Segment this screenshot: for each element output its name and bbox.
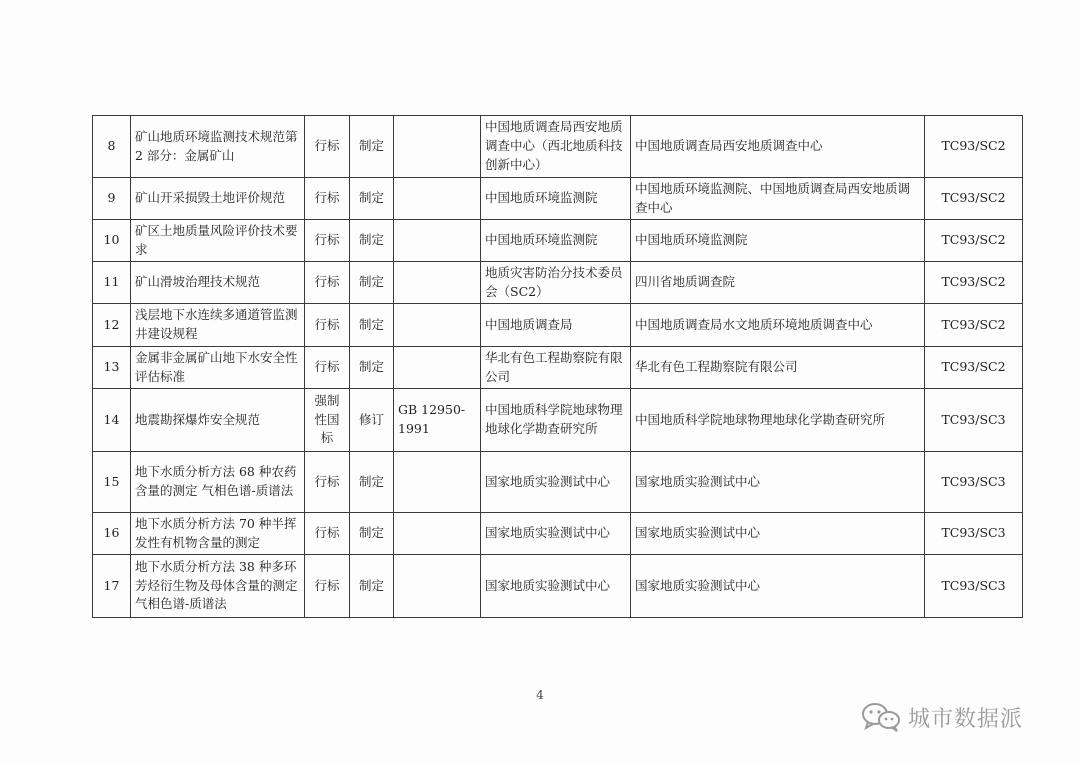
cell-standard-type: 行标	[305, 220, 350, 262]
cell-organization: 国家地质实验测试中心	[481, 513, 631, 555]
cell-number: 14	[93, 389, 131, 452]
cell-drafting-unit: 国家地质实验测试中心	[631, 513, 925, 555]
cell-organization: 中国地质科学院地球物理地球化学勘查研究所	[481, 389, 631, 452]
cell-drafting-unit: 国家地质实验测试中心	[631, 555, 925, 618]
cell-committee: TC93/SC2	[925, 220, 1023, 262]
cell-standard-name: 金属非金属矿山地下水安全性评估标准	[131, 347, 305, 389]
cell-standard-name: 地下水质分析方法 68 种农药含量的测定 气相色谱-质谱法	[131, 452, 305, 513]
cell-committee: TC93/SC3	[925, 389, 1023, 452]
cell-drafting-unit: 中国地质环境监测院	[631, 220, 925, 262]
cell-organization: 中国地质环境监测院	[481, 178, 631, 220]
cell-number: 13	[93, 347, 131, 389]
cell-action: 制定	[350, 513, 394, 555]
cell-standard-type: 行标	[305, 452, 350, 513]
cell-original-standard	[394, 304, 481, 347]
cell-original-standard	[394, 347, 481, 389]
cell-committee: TC93/SC2	[925, 178, 1023, 220]
cell-organization: 国家地质实验测试中心	[481, 555, 631, 618]
cell-committee: TC93/SC3	[925, 555, 1023, 618]
cell-action: 制定	[350, 555, 394, 618]
cell-original-standard	[394, 116, 481, 178]
table-row	[93, 555, 1023, 618]
cell-committee: TC93/SC2	[925, 262, 1023, 304]
watermark	[860, 701, 1060, 733]
cell-standard-name: 矿山开采损毁土地评价规范	[131, 178, 305, 220]
cell-standard-name: 浅层地下水连续多通道管监测井建设规程	[131, 304, 305, 347]
wechat-icon	[860, 701, 902, 733]
cell-standard-type: 行标	[305, 116, 350, 178]
cell-organization: 地质灾害防治分技术委员会（SC2）	[481, 262, 631, 304]
cell-standard-name: 地下水质分析方法 38 种多环芳烃衍生物及母体含量的测定 气相色谱-质谱法	[131, 555, 305, 618]
cell-organization: 国家地质实验测试中心	[481, 452, 631, 513]
table-row	[93, 389, 1023, 452]
cell-action: 制定	[350, 220, 394, 262]
cell-original-standard	[394, 262, 481, 304]
table-row	[93, 116, 1023, 178]
cell-standard-name: 矿山地质环境监测技术规范第 2 部分：金属矿山	[131, 116, 305, 178]
cell-original-standard	[394, 452, 481, 513]
cell-action: 制定	[350, 262, 394, 304]
cell-action: 制定	[350, 452, 394, 513]
cell-organization: 华北有色工程勘察院有限公司	[481, 347, 631, 389]
cell-original-standard	[394, 220, 481, 262]
cell-committee: TC93/SC2	[925, 116, 1023, 178]
cell-original-standard	[394, 555, 481, 618]
cell-action: 制定	[350, 116, 394, 178]
cell-organization: 中国地质调查局西安地质调查中心（西北地质科技创新中心）	[481, 116, 631, 178]
table-row	[93, 178, 1023, 220]
cell-drafting-unit: 国家地质实验测试中心	[631, 452, 925, 513]
cell-number: 11	[93, 262, 131, 304]
cell-number: 16	[93, 513, 131, 555]
cell-standard-name: 矿山滑坡治理技术规范	[131, 262, 305, 304]
cell-original-standard: GB 12950-1991	[394, 389, 481, 452]
cell-committee: TC93/SC3	[925, 513, 1023, 555]
cell-action: 制定	[350, 304, 394, 347]
cell-standard-type: 行标	[305, 262, 350, 304]
cell-committee: TC93/SC3	[925, 452, 1023, 513]
cell-number: 17	[93, 555, 131, 618]
cell-standard-name: 矿区土地质量风险评价技术要求	[131, 220, 305, 262]
table-row	[93, 262, 1023, 304]
cell-standard-type: 行标	[305, 347, 350, 389]
cell-action: 制定	[350, 347, 394, 389]
cell-drafting-unit: 中国地质调查局水文地质环境地质调查中心	[631, 304, 925, 347]
table-row	[93, 304, 1023, 347]
cell-drafting-unit: 华北有色工程勘察院有限公司	[631, 347, 925, 389]
cell-standard-name: 地下水质分析方法 70 种半挥发性有机物含量的测定	[131, 513, 305, 555]
cell-organization: 中国地质环境监测院	[481, 220, 631, 262]
cell-organization: 中国地质调查局	[481, 304, 631, 347]
cell-standard-type: 强制性国标	[305, 389, 350, 452]
cell-drafting-unit: 中国地质科学院地球物理地球化学勘查研究所	[631, 389, 925, 452]
cell-number: 12	[93, 304, 131, 347]
standards-table	[92, 115, 1023, 618]
cell-action: 修订	[350, 389, 394, 452]
cell-standard-type: 行标	[305, 178, 350, 220]
cell-standard-type: 行标	[305, 513, 350, 555]
cell-number: 10	[93, 220, 131, 262]
cell-drafting-unit: 中国地质环境监测院、中国地质调查局西安地质调查中心	[631, 178, 925, 220]
cell-drafting-unit: 中国地质调查局西安地质调查中心	[631, 116, 925, 178]
cell-original-standard	[394, 513, 481, 555]
cell-number: 15	[93, 452, 131, 513]
cell-standard-name: 地震勘探爆炸安全规范	[131, 389, 305, 452]
cell-committee: TC93/SC2	[925, 304, 1023, 347]
watermark-text: 城市数据派	[908, 706, 1024, 732]
table-row	[93, 513, 1023, 555]
cell-original-standard	[394, 178, 481, 220]
cell-standard-type: 行标	[305, 555, 350, 618]
page-number: 4	[536, 688, 544, 702]
cell-standard-type: 行标	[305, 304, 350, 347]
cell-action: 制定	[350, 178, 394, 220]
cell-drafting-unit: 四川省地质调查院	[631, 262, 925, 304]
table-row	[93, 452, 1023, 513]
table-row	[93, 347, 1023, 389]
table-row	[93, 220, 1023, 262]
cell-committee: TC93/SC2	[925, 347, 1023, 389]
cell-number: 9	[93, 178, 131, 220]
cell-number: 8	[93, 116, 131, 178]
